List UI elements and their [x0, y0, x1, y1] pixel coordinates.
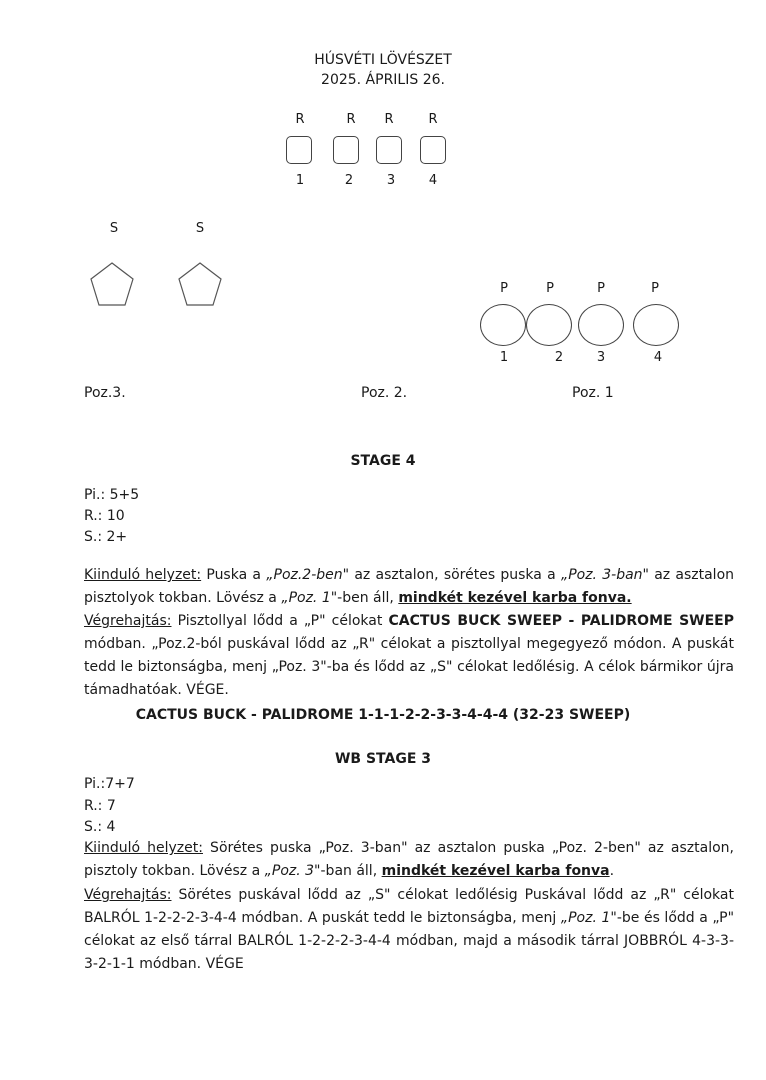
text: -ben áll, [337, 590, 399, 606]
pistol-target-letter: P [597, 281, 605, 296]
text: „Poz. 1" [281, 590, 338, 606]
rifle-target-number: 2 [344, 173, 354, 188]
stage4-shotgun-count: S.: 2+ [84, 529, 128, 545]
stage3-title: WB STAGE 3 [334, 751, 432, 767]
text: az asztalon pisztolyok tokban. Lövész a [84, 567, 735, 606]
document-title: HÚSVÉTI LÖVÉSZET [314, 52, 452, 68]
text: „Poz. 1" [560, 910, 617, 926]
pistol-target-number: 4 [653, 350, 663, 365]
position-label-2: Poz. 2. [361, 385, 408, 401]
stage3-start-label: Kiinduló helyzet: [84, 840, 203, 856]
pentagon-target-icon [86, 258, 138, 312]
pistol-target-letter: P [500, 281, 508, 296]
shotgun-target-letter: S [195, 221, 205, 236]
stage4-exec-mode: CACTUS BUCK SWEEP - PALIDROME SWEEP [388, 613, 734, 629]
pistol-target-letter: P [651, 281, 659, 296]
rifle-target-letter: R [346, 112, 356, 127]
stage4-sequence: CACTUS BUCK - PALIDROME 1-1-1-2-2-3-3-4-4-4 (32-23 SWEEP) [135, 707, 631, 723]
rifle-target-box [420, 136, 446, 164]
stage3-rifle-count: R.: 7 [84, 798, 116, 814]
pistol-target-circle [578, 304, 624, 346]
text: Puska a [201, 567, 267, 583]
stage3-start-emphasis: mindkét kezével karba fonva [381, 863, 610, 879]
text: Sörétes puskával lődd az „S" célokat ledőlésig Puskával lődd az „R" célokat BALRÓL 1-2-2-2-3-4-4 módban. A puskát tedd le biztonságba, menj [84, 887, 734, 926]
text: „Poz. 3-ban" [560, 567, 649, 583]
stage4-exec-label: Végrehajtás: [84, 613, 172, 629]
rifle-target-letter: R [428, 112, 438, 127]
rifle-target-number: 1 [295, 173, 305, 188]
pistol-target-circle [526, 304, 572, 346]
text: az asztalon, sörétes puska a [349, 567, 561, 583]
stage3-shotgun-count: S.: 4 [84, 819, 116, 835]
text: -ban áll, [320, 863, 382, 879]
pentagon-target-icon [174, 258, 226, 312]
pistol-target-circle [633, 304, 679, 346]
position-label-1: Poz. 1 [572, 385, 614, 401]
stage4-start-emphasis: mindkét kezével karba fonva. [398, 590, 632, 606]
stage4-rifle-count: R.: 10 [84, 508, 125, 524]
pistol-target-circle [480, 304, 526, 346]
pistol-target-number: 2 [554, 350, 564, 365]
text: „Poz.2-ben" [266, 567, 350, 583]
stage4-execution [84, 610, 734, 702]
text: „Poz. 3" [264, 863, 321, 879]
shotgun-target-letter: S [109, 221, 119, 236]
rifle-target-number: 3 [386, 173, 396, 188]
stage3-pistol-count: Pi.:7+7 [84, 776, 135, 792]
stage3-exec-label: Végrehajtás: [84, 887, 172, 903]
document-date: 2025. ÁPRILIS 26. [321, 72, 445, 88]
text: . [609, 863, 615, 879]
pistol-target-number: 3 [596, 350, 606, 365]
stage3-start-position [84, 837, 734, 883]
position-label-3: Poz.3. [84, 385, 126, 401]
rifle-target-letter: R [384, 112, 394, 127]
stage3-execution [84, 884, 734, 976]
rifle-target-box [376, 136, 402, 164]
stage4-title: STAGE 4 [350, 453, 416, 469]
stage4-start-label: Kiinduló helyzet: [84, 567, 202, 583]
text: Pisztollyal lődd a „P" célokat [171, 613, 389, 629]
pistol-target-number: 1 [499, 350, 509, 365]
text: módban. „Poz.2-ból puskával lődd az „R" célokat a pisztollyal megegyező módon. A puskát tedd le biztonságba, menj „Poz. 3"-ba és lődd az „S" célokat ledőlésig. A célok bármikor újra támadhatóak. VÉGE. [84, 636, 734, 698]
text: -be és lődd a „P" célokat az első tárral BALRÓL 1-2-2-2-3-4-4 módban, majd a második tárral JOBBRÓL 4-3-3-3-2-1-1 módban. VÉGE [84, 910, 735, 972]
text: Sörétes puska „Poz. 3-ban" az asztalon puska „Poz. 2-ben" az asztalon, pisztoly tokban. Lövész a [84, 840, 734, 879]
stage4-pistol-count: Pi.: 5+5 [84, 487, 140, 503]
pistol-target-letter: P [546, 281, 554, 296]
rifle-target-box [333, 136, 359, 164]
rifle-target-letter: R [295, 112, 305, 127]
rifle-target-number: 4 [428, 173, 438, 188]
rifle-target-box [286, 136, 312, 164]
stage4-start-position [84, 564, 734, 610]
